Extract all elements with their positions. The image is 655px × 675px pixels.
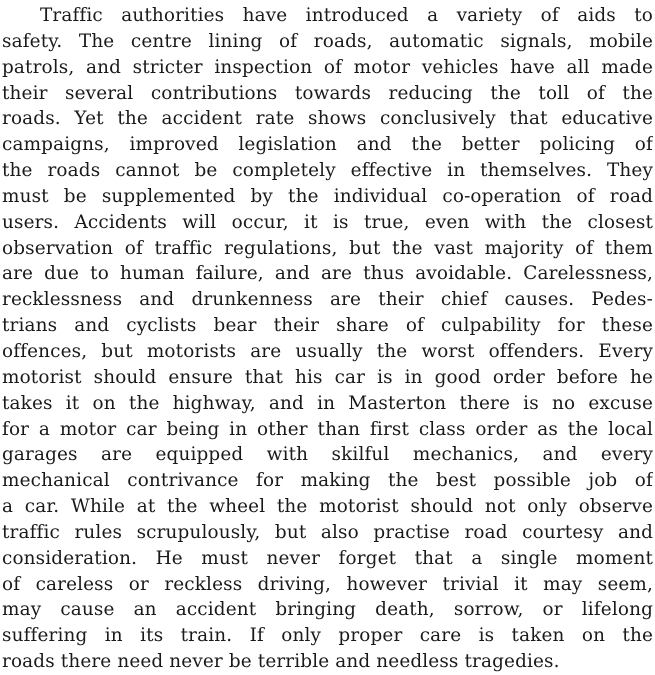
text-line: takes it on the highway, and in Masterton there is no excuse bbox=[2, 392, 653, 414]
text-line: safety. The centre lining of roads, automatic signals, mobile bbox=[2, 30, 653, 52]
text-line: for a motor car being in other than first class order as the local bbox=[2, 418, 653, 440]
text-line: roads there need never be terrible and needless tragedies. bbox=[2, 651, 560, 673]
text-line: may cause an accident bringing death, sorrow, or lifelong bbox=[2, 599, 653, 621]
text-line: mechanical contrivance for making the best possible job of bbox=[2, 470, 653, 492]
text-line: roads. Yet the accident rate shows conclusively that educative bbox=[2, 108, 653, 130]
text-line: motorist should ensure that his car is in good order before he bbox=[2, 366, 653, 388]
text-line: are due to human failure, and are thus avoidable. Carelessness, bbox=[2, 263, 653, 285]
text-line: Traffic authorities have introduced a variety of aids to bbox=[40, 5, 653, 26]
article-body bbox=[2, 3, 653, 675]
text-line: the roads cannot be completely effective in themselves. They bbox=[2, 160, 653, 182]
text-line: must be supplemented by the individual co-operation of road bbox=[2, 185, 653, 207]
text-line: patrols, and stricter inspection of motor vehicles have all made bbox=[2, 56, 653, 78]
text-line: their several contributions towards reducing the toll of the bbox=[2, 82, 653, 104]
text-line: offences, but motorists are usually the worst offenders. Every bbox=[2, 340, 653, 362]
text-line: of careless or reckless driving, however trivial it may seem, bbox=[2, 573, 653, 595]
text-line: observation of traffic regulations, but the vast majority of them bbox=[2, 237, 653, 259]
text-line: users. Accidents will occur, it is true, even with the closest bbox=[2, 211, 653, 233]
text-line: campaigns, improved legislation and the better policing of bbox=[2, 134, 653, 156]
text-line: a car. While at the wheel the motorist should not only observe bbox=[2, 496, 653, 518]
text-line: suffering in its train. If only proper care is taken on the bbox=[2, 625, 653, 647]
text-line: trians and cyclists bear their share of culpability for these bbox=[2, 315, 653, 337]
text-line: recklessness and drunkenness are their chief causes. Pedes- bbox=[2, 289, 653, 311]
text-line: garages are equipped with skilful mechanics, and every bbox=[2, 444, 653, 466]
text-line: consideration. He must never forget that a single moment bbox=[2, 547, 653, 569]
text-line: traffic rules scrupulously, but also practise road courtesy and bbox=[2, 521, 653, 543]
